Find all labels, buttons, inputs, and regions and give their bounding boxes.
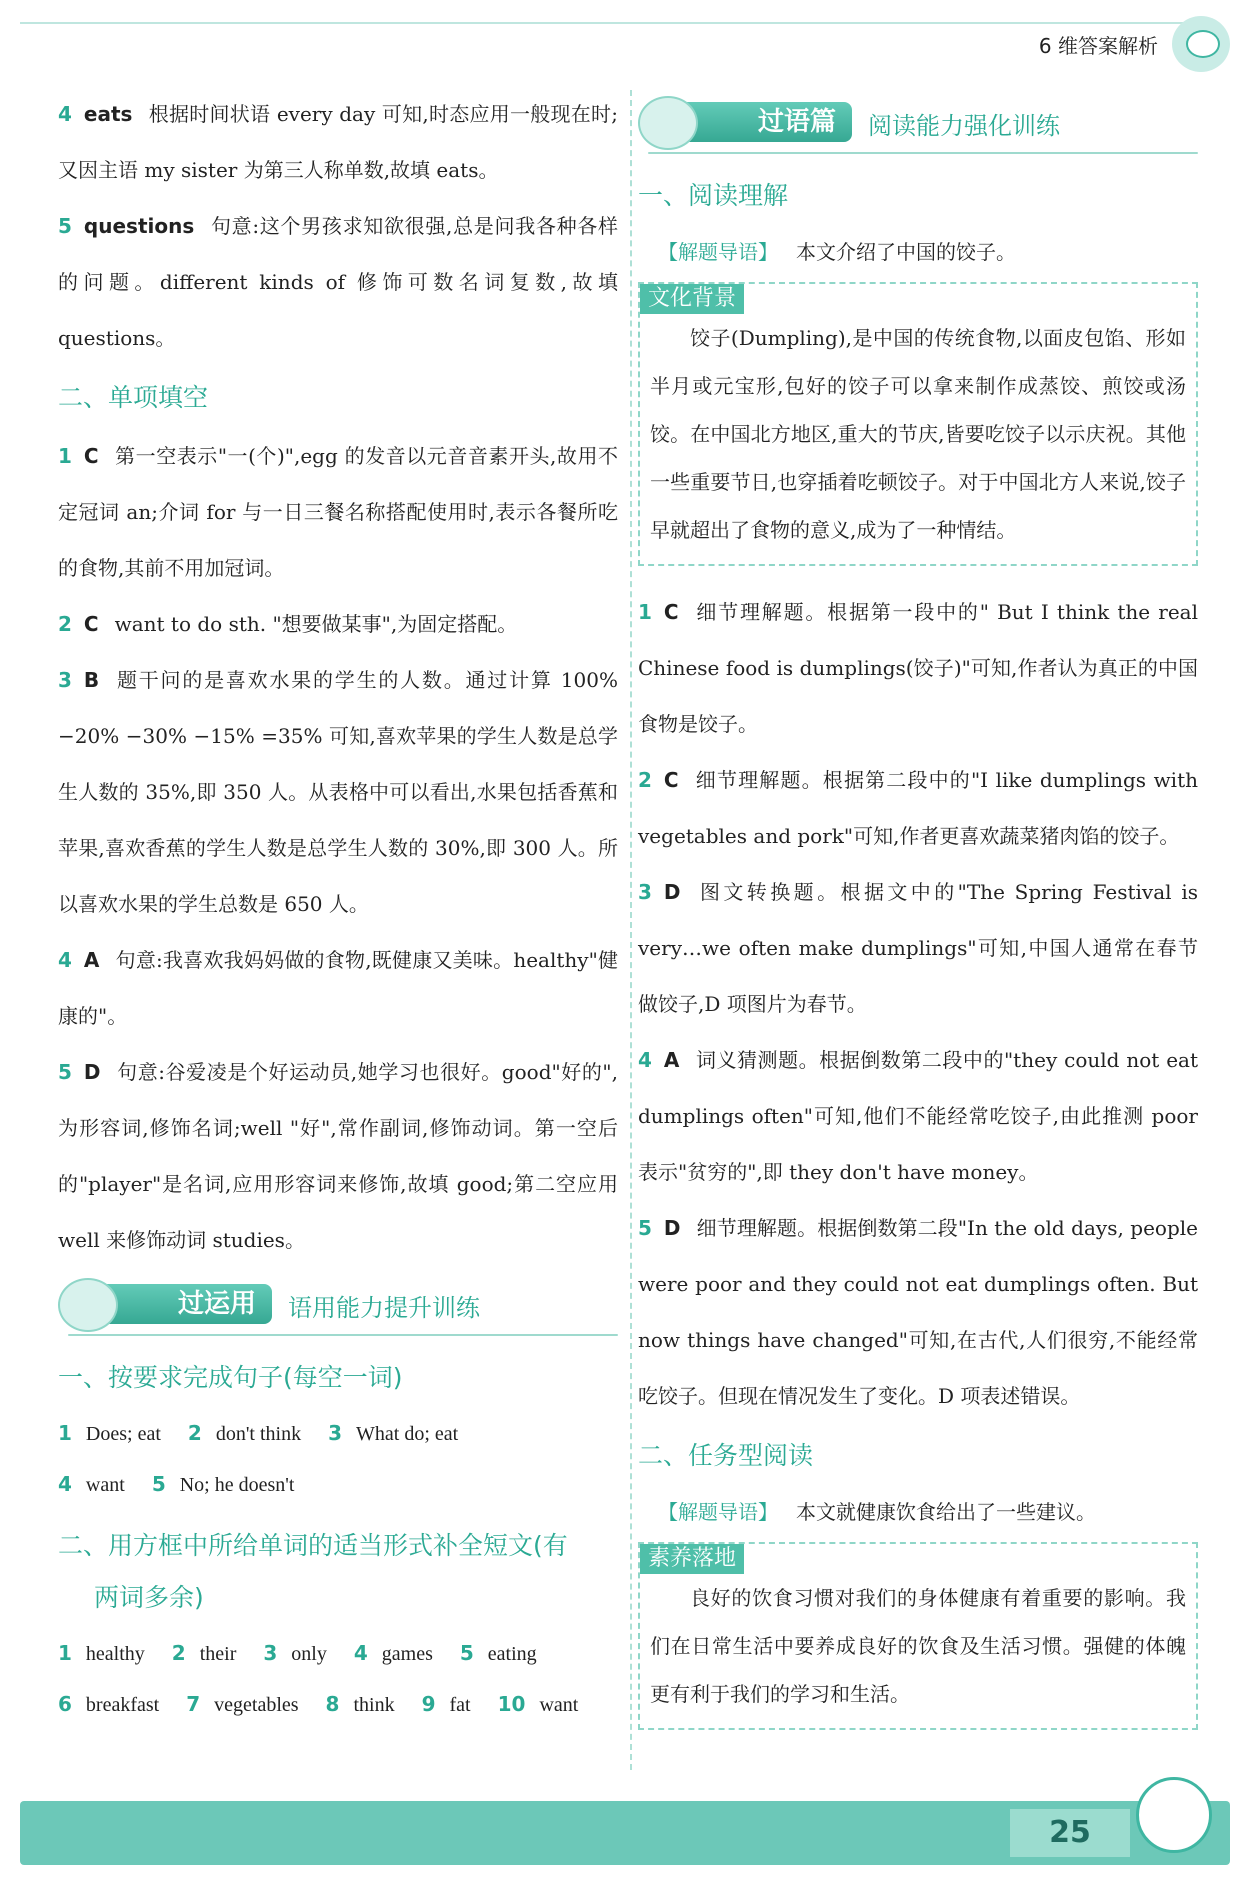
answer-word: breakfast xyxy=(85,1694,160,1716)
answer-number: 8 xyxy=(325,1692,340,1716)
answer-number: 10 xyxy=(497,1692,526,1716)
item-number: 5 xyxy=(58,214,72,238)
answer-word: games xyxy=(381,1643,433,1665)
banner-subtitle: 阅读能力强化训练 xyxy=(868,112,1060,140)
item-explanation: want to do sth. "想要做某事",为固定搭配。 xyxy=(114,612,518,636)
item-answer: questions xyxy=(83,214,195,238)
section-title: 一、阅读理解 xyxy=(638,181,789,210)
section-title: 二、任务型阅读 xyxy=(638,1441,814,1470)
box-text: 良好的饮食习惯对我们的身体健康有着重要的影响。我们在日常生活中要养成良好的饮食及生活习惯。强健的体魄更有利于我们的学习和生活。 xyxy=(650,1586,1186,1706)
item-answer: D xyxy=(83,1060,101,1084)
item-answer: C xyxy=(83,444,99,468)
answer-item xyxy=(638,1200,1198,1424)
banner-label: 过运用 xyxy=(72,1284,272,1324)
guide-line xyxy=(638,226,1198,278)
section-title: 二、用方框中所给单词的适当形式补全短文(有 xyxy=(58,1531,568,1560)
section-title: 一、按要求完成句子(每空一词) xyxy=(58,1363,403,1392)
item-number: 4 xyxy=(58,102,72,126)
page-header xyxy=(0,0,1250,86)
box-label: 文化背景 xyxy=(640,284,744,314)
answer-item xyxy=(58,932,618,1044)
item-explanation: 细节理解题。根据倒数第二段"In the old days, people were poor and they could not eat dumplings often. But now things have changed"可知,在古代,人们很穷,不能经常吃饺子。但现在情况发生了变化。D 项表述错误。 xyxy=(638,1216,1198,1408)
answer-item xyxy=(638,752,1198,864)
answer-number: 4 xyxy=(58,1472,72,1496)
item-answer: D xyxy=(663,1216,681,1240)
item-answer: D xyxy=(663,880,681,904)
item-answer: C xyxy=(663,600,679,624)
answer-word: want xyxy=(85,1474,125,1496)
section-banner xyxy=(58,1278,618,1342)
section-title: 二、单项填空 xyxy=(58,383,209,412)
answer-number: 5 xyxy=(459,1641,474,1665)
item-answer: C xyxy=(663,768,679,792)
item-explanation: 图文转换题。根据文中的"The Spring Festival is very…we often make dumplings"可知,中国人通常在春节做饺子,D 项图片为春节。 xyxy=(638,880,1198,1016)
graduation-cap-icon xyxy=(58,1278,118,1332)
answer-number: 1 xyxy=(58,1421,72,1445)
banner-subtitle: 语用能力提升训练 xyxy=(288,1294,480,1322)
answer-item xyxy=(638,864,1198,1032)
answer-number: 9 xyxy=(421,1692,436,1716)
item-explanation: 题干问的是喜欢水果的学生的人数。通过计算 100% −20% −30% −15% =35% 可知,喜欢苹果的学生人数是总学生人数的 35%,即 350 人。从表格中可以看出,水果包括香蕉和苹果,喜欢香蕉的学生人数是总学生人数的 30%,即 300 人。所以喜欢水果的学生总数是 650 人。 xyxy=(58,668,618,916)
answer-word: healthy xyxy=(85,1643,145,1665)
answer-word: No; he doesn't xyxy=(179,1474,295,1496)
item-number: 3 xyxy=(638,880,652,904)
answer-row xyxy=(58,1408,618,1459)
left-column xyxy=(58,86,618,1730)
answer-number: 7 xyxy=(186,1692,201,1716)
box-label: 素养落地 xyxy=(640,1544,744,1574)
answer-item xyxy=(58,596,618,652)
item-number: 1 xyxy=(58,444,72,468)
item-answer: B xyxy=(83,668,100,692)
answer-item xyxy=(58,198,618,366)
culture-background-box xyxy=(638,282,1198,566)
answer-number: 2 xyxy=(171,1641,186,1665)
item-explanation: 第一空表示"一(个)",egg 的发音以元音音素开头,故用不定冠词 an;介词 for 与一日三餐名称搭配使用时,表示各餐所吃的食物,其前不用加冠词。 xyxy=(58,444,618,580)
answer-item xyxy=(58,86,618,198)
answer-item xyxy=(638,584,1198,752)
item-explanation: 句意:谷爱凌是个好运动员,她学习也很好。good"好的",为形容词,修饰名词;well "好",常作副词,修饰动词。第一空后的"player"是名词,应用形容词来修饰,故填 good;第二空应用 well 来修饰动词 studies。 xyxy=(58,1060,618,1252)
item-number: 3 xyxy=(58,668,72,692)
answer-row xyxy=(58,1628,618,1679)
banner-rule xyxy=(68,1334,618,1336)
answer-item xyxy=(638,1032,1198,1200)
item-number: 4 xyxy=(638,1048,652,1072)
mascot-icon xyxy=(1172,16,1230,72)
item-explanation: 细节理解题。根据第二段中的"I like dumplings with vegetables and pork"可知,作者更喜欢蔬菜猪肉馅的饺子。 xyxy=(638,768,1198,848)
answer-word: only xyxy=(291,1643,327,1665)
answer-number: 1 xyxy=(58,1641,72,1665)
answer-number: 6 xyxy=(58,1692,72,1716)
answer-word: Does; eat xyxy=(85,1423,161,1445)
answer-number: 5 xyxy=(151,1472,166,1496)
guide-text: 本文介绍了中国的饺子。 xyxy=(796,240,1016,264)
guide-tag: 【解题导语】 xyxy=(658,240,778,264)
item-explanation: 细节理解题。根据第一段中的" But I think the real Chinese food is dumplings(饺子)"可知,作者认为真正的中国食物是饺子。 xyxy=(638,600,1198,736)
answer-word: think xyxy=(353,1694,395,1716)
graduation-cap-icon xyxy=(638,96,698,150)
answer-number: 4 xyxy=(353,1641,368,1665)
literacy-box xyxy=(638,1542,1198,1730)
item-number: 1 xyxy=(638,600,652,624)
banner-label: 过语篇 xyxy=(652,102,852,142)
item-explanation: 句意:我喜欢我妈妈做的食物,既健康又美味。healthy"健康的"。 xyxy=(58,948,618,1028)
box-text: 饺子(Dumpling),是中国的传统食物,以面皮包馅、形如半月或元宝形,包好的饺子可以拿来制作成蒸饺、煎饺或汤饺。在中国北方地区,重大的节庆,皆要吃饺子以示庆祝。其他一些重要节日,也穿插着吃顿饺子。对于中国北方人来说,饺子早就超出了食物的意义,成为了一种情结。 xyxy=(650,326,1186,542)
page-footer xyxy=(20,1801,1230,1865)
guide-line xyxy=(638,1486,1198,1538)
item-number: 2 xyxy=(58,612,72,636)
right-column xyxy=(638,86,1198,1748)
answer-number: 3 xyxy=(263,1641,278,1665)
answer-word: eating xyxy=(487,1643,537,1665)
header-rule xyxy=(20,22,1210,24)
answer-word: don't think xyxy=(215,1423,302,1445)
guide-tag: 【解题导语】 xyxy=(658,1500,778,1524)
answer-row xyxy=(58,1679,618,1730)
item-explanation: 句意:这个男孩求知欲很强,总是问我各种各样的问题。different kinds of 修饰可数名词复数,故填 questions。 xyxy=(58,214,618,350)
item-answer: C xyxy=(83,612,99,636)
answer-word: want xyxy=(539,1694,579,1716)
item-number: 5 xyxy=(638,1216,652,1240)
answer-row xyxy=(58,1459,618,1510)
answer-number: 2 xyxy=(187,1421,202,1445)
answer-item xyxy=(58,652,618,932)
page-number: 25 xyxy=(1010,1809,1130,1857)
item-number: 4 xyxy=(58,948,72,972)
item-number: 5 xyxy=(58,1060,72,1084)
item-answer: A xyxy=(663,1048,680,1072)
item-explanation: 根据时间状语 every day 可知,时态应用一般现在时;又因主语 my sister 为第三人称单数,故填 eats。 xyxy=(58,102,618,182)
header-title: 6 维答案解析 xyxy=(1038,34,1158,58)
section-title-continued: 两词多余) xyxy=(94,1583,204,1612)
guide-text: 本文就健康饮食给出了一些建议。 xyxy=(796,1500,1096,1524)
section-banner xyxy=(638,96,1198,160)
answer-word: their xyxy=(199,1643,237,1665)
item-answer: eats xyxy=(83,102,133,126)
answer-word: vegetables xyxy=(214,1694,299,1716)
answer-word: fat xyxy=(449,1694,471,1716)
banner-rule xyxy=(648,152,1198,154)
item-answer: A xyxy=(83,948,100,972)
answer-word: What do; eat xyxy=(356,1423,459,1445)
item-number: 2 xyxy=(638,768,652,792)
answer-number: 3 xyxy=(328,1421,343,1445)
column-divider xyxy=(630,90,632,1770)
answer-item xyxy=(58,428,618,596)
mascot-star-icon xyxy=(1136,1777,1212,1853)
answer-item xyxy=(58,1044,618,1268)
item-explanation: 词义猜测题。根据倒数第二段中的"they could not eat dumplings often"可知,他们不能经常吃饺子,由此推测 poor 表示"贫穷的",即 they don't have money。 xyxy=(638,1048,1198,1184)
